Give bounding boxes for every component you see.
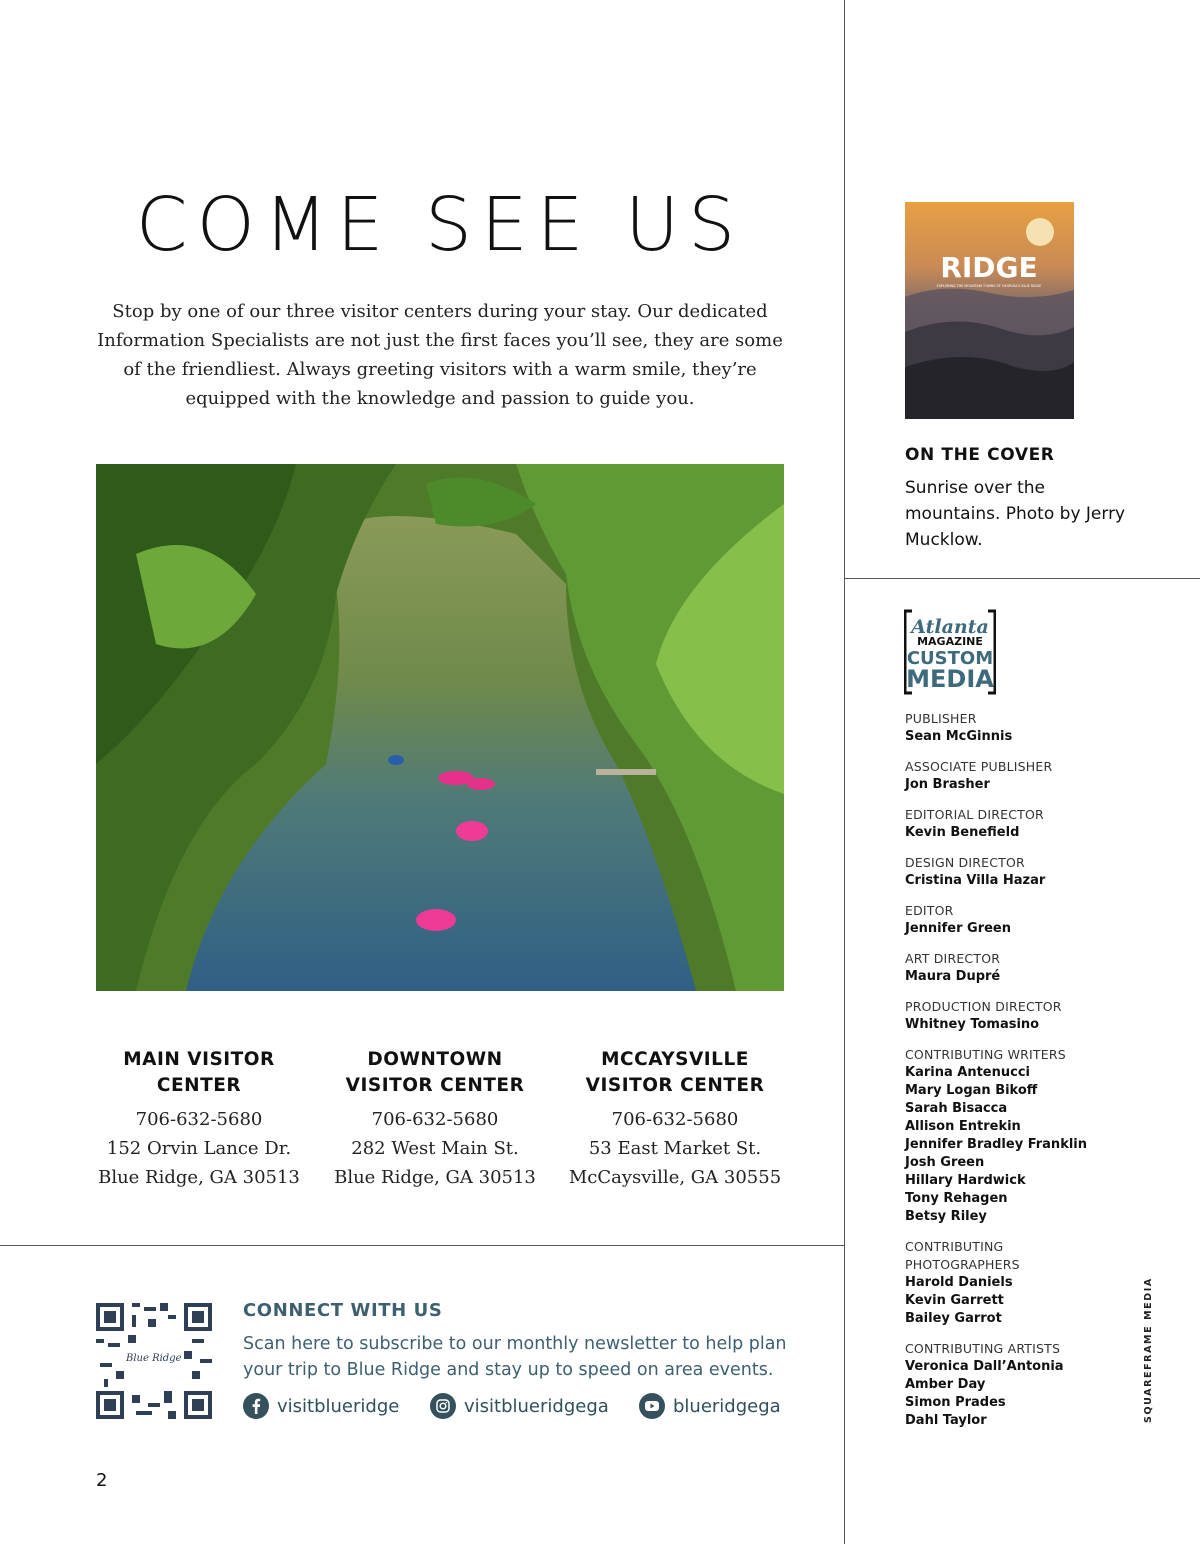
qr-code[interactable] [96,1303,212,1419]
center-city: McCaysville, GA 30555 [568,1167,782,1188]
social-handle: visitblueridge [277,1395,400,1417]
facebook-icon [243,1393,269,1419]
column-divider [844,0,845,1544]
masthead-name: Jennifer Green [905,921,1011,936]
masthead-name: Mary Logan Bikoff [905,1083,1038,1098]
cover-tagline: EXPLORING THE MOUNTAIN TOWNS OF GEORGIA'S BLUE RIDGE [936,284,1042,288]
visitor-center-downtown [315,1047,555,1192]
atlanta-magazine-custom-media-logo [904,609,996,695]
river-photo [96,464,784,991]
instagram-icon [430,1393,456,1419]
masthead-role: EDITOR [905,903,954,918]
center-address: 152 Orvin Lance Dr. [106,1138,292,1159]
masthead-group [905,710,1125,746]
masthead-group [905,1340,1125,1430]
center-phone[interactable]: 706-632-5680 [611,1109,739,1130]
masthead-role: CONTRIBUTING WRITERS [905,1047,1066,1062]
on-the-cover-heading: ON THE COVER [905,445,1055,465]
masthead-group [905,854,1125,890]
section-divider [0,1245,845,1246]
masthead-name: Maura Dupré [905,969,1001,984]
masthead-name: Karina Antenucci [905,1065,1030,1080]
masthead-name: Allison Entrekin [905,1119,1021,1134]
masthead-name: Amber Day [905,1377,986,1392]
masthead-role: ASSOCIATE PUBLISHER [905,759,1053,774]
svg-text:Atlanta: Atlanta [911,616,989,638]
social-facebook[interactable] [243,1393,399,1419]
qr-caption: Blue Ridge [126,1353,182,1364]
masthead-name: Kevin Garrett [905,1293,1004,1308]
svg-text:CUSTOM: CUSTOM [906,648,994,669]
svg-text:MEDIA: MEDIA [906,665,994,693]
masthead-role: ART DIRECTOR [905,951,1001,966]
masthead-name: Whitney Tomasino [905,1017,1040,1032]
center-address: 282 West Main St. [351,1138,519,1159]
masthead-name: Tony Rehagen [905,1191,1008,1206]
visitor-center-main [79,1047,319,1192]
center-phone[interactable]: 706-632-5680 [371,1109,499,1130]
center-name: MCCAYSVILLE VISITOR CENTER [585,1049,765,1096]
svg-text:MAGAZINE: MAGAZINE [917,635,983,648]
masthead-group [905,758,1125,794]
intro-paragraph: Stop by one of our three visitor centers during your stay. Our dedicated Information Specialists are not just the first faces you’ll see, they are some of the friendliest. Always greeting visitors with a warm smile, they’re equipped with the knowledge and passion to guide you. [97,301,783,409]
masthead-name: Sean McGinnis [905,729,1013,744]
squareframe-media-credit: SQUAREFRAME MEDIA [1143,1277,1154,1423]
sidebar-divider [845,578,1200,579]
center-city: Blue Ridge, GA 30513 [334,1167,536,1188]
masthead-name: Jennifer Bradley Franklin [905,1137,1087,1152]
connect-description: Scan here to subscribe to our monthly newsletter to help plan your trip to Blue Ridge and stay up to speed on area events. [243,1334,787,1380]
masthead-name: Betsy Riley [905,1209,987,1224]
center-city: Blue Ridge, GA 30513 [98,1167,300,1188]
social-youtube[interactable] [639,1393,781,1419]
masthead-group [905,902,1125,938]
page-title: COME SEE US [135,182,745,268]
cover-magazine-title: RIDGE [940,251,1038,284]
social-handle: visitblueridgega [464,1395,609,1417]
masthead-role: PRODUCTION DIRECTOR [905,999,1062,1014]
connect-heading: CONNECT WITH US [243,1300,443,1321]
masthead-name: Hillary Hardwick [905,1173,1026,1188]
social-instagram[interactable] [430,1393,609,1419]
magazine-cover-image [905,202,1074,419]
masthead-role: EDITORIAL DIRECTOR [905,807,1044,822]
masthead-group [905,1046,1125,1226]
center-address: 53 East Market St. [588,1138,762,1159]
masthead-group [905,1238,1125,1328]
masthead-group [905,806,1125,842]
visitor-center-mccaysville [555,1047,795,1192]
masthead [905,710,1125,1442]
page-number: 2 [96,1470,108,1491]
on-the-cover-text: Sunrise over the mountains. Photo by Jerry Mucklow. [905,478,1126,550]
masthead-role: CONTRIBUTING ARTISTS [905,1341,1061,1356]
social-handle: blueridgega [673,1395,781,1417]
masthead-name: Veronica Dall’Antonia [905,1359,1064,1374]
masthead-name: Bailey Garrot [905,1311,1002,1326]
center-phone[interactable]: 706-632-5680 [135,1109,263,1130]
masthead-role: DESIGN DIRECTOR [905,855,1025,870]
masthead-name: Cristina Villa Hazar [905,873,1046,888]
masthead-name: Josh Green [905,1155,985,1170]
masthead-group [905,950,1125,986]
masthead-name: Simon Prades [905,1395,1006,1410]
masthead-role: PUBLISHER [905,711,977,726]
masthead-name: Sarah Bisacca [905,1101,1008,1116]
masthead-name: Kevin Benefield [905,825,1020,840]
masthead-name: Jon Brasher [905,777,990,792]
masthead-group [905,998,1125,1034]
youtube-icon [639,1393,665,1419]
masthead-role: CONTRIBUTING PHOTOGRAPHERS [905,1239,1020,1272]
center-name: MAIN VISITOR CENTER [123,1049,275,1096]
masthead-name: Harold Daniels [905,1275,1013,1290]
center-name: DOWNTOWN VISITOR CENTER [345,1049,525,1096]
masthead-name: Dahl Taylor [905,1413,987,1428]
